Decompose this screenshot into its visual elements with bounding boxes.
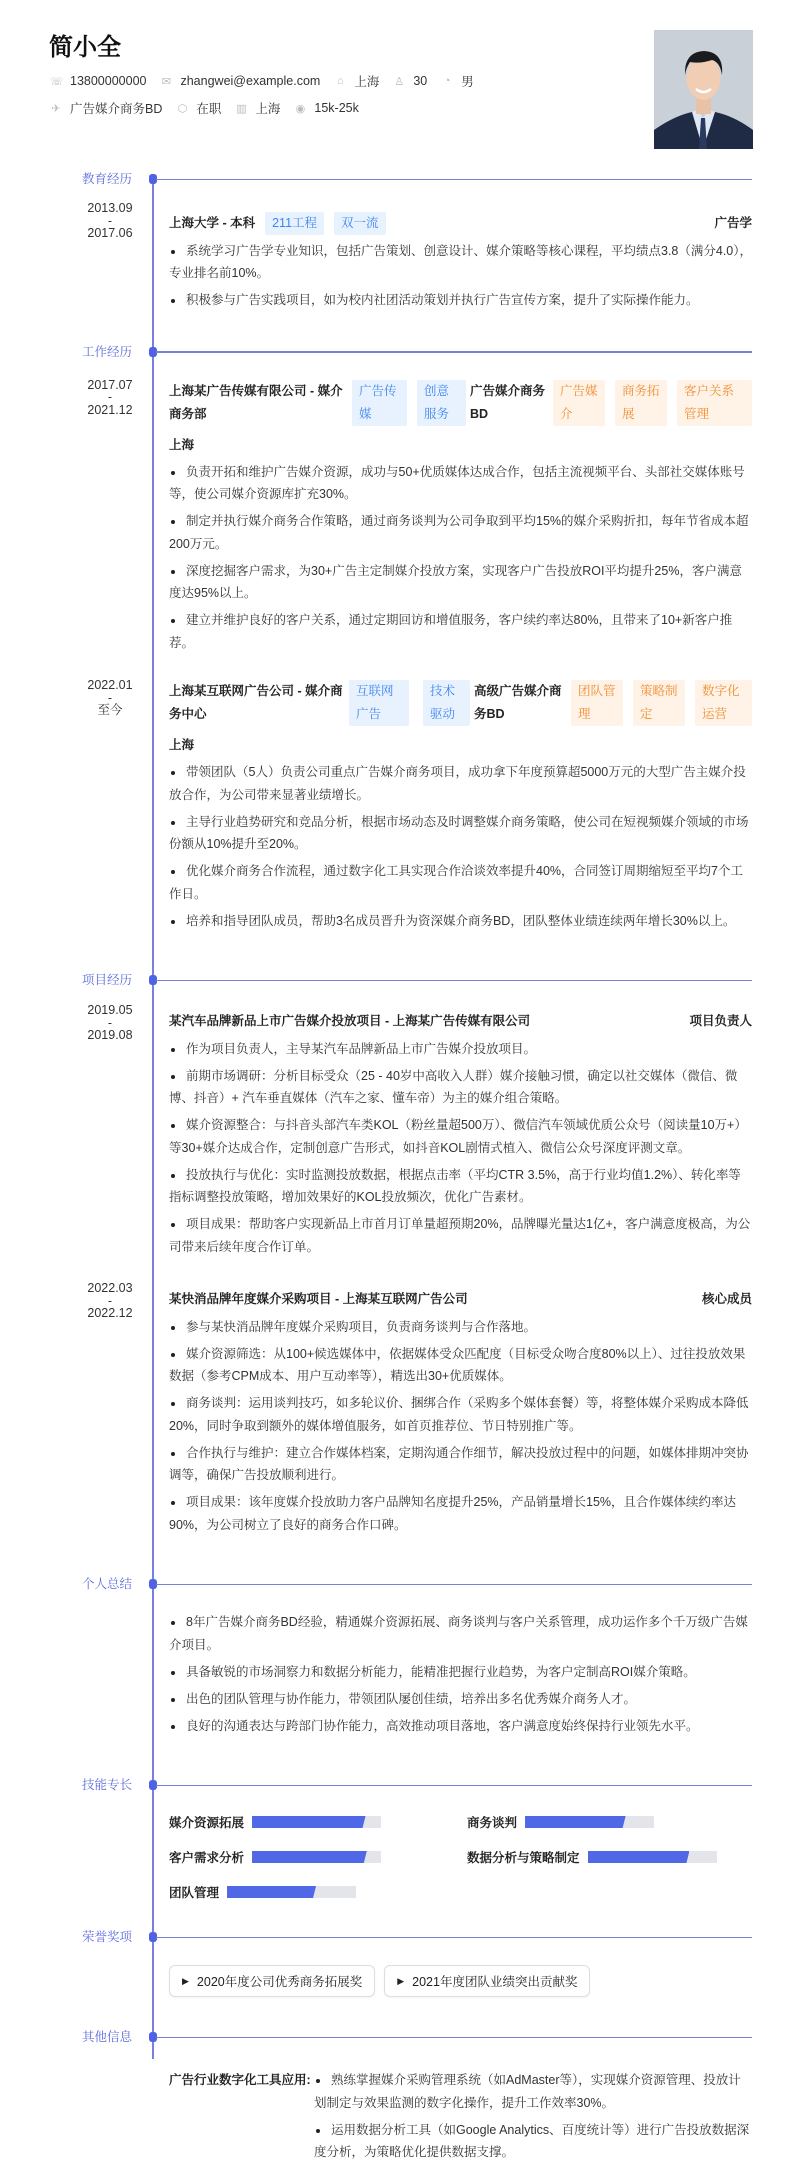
bullet-item: 系统学习广告学专业知识，包括广告策划、创意设计、媒介策略等核心课程，平均绩点3.8（满分4.0），专业排名前10%。: [169, 240, 752, 285]
bullet-item: 参与某快消品牌年度媒介采购项目，负责商务谈判与合作落地。: [169, 1316, 752, 1339]
bullet-item: 前期市场调研：分析目标受众（25 - 40岁中高收入人群）媒介接触习惯，确定以社交媒体（微信、微博、抖音）+ 汽车垂直媒体（汽车之家、懂车帝）为主的媒介组合策略。: [169, 1065, 752, 1110]
contact-item: ◔ 男: [441, 72, 474, 90]
skill-bar: [588, 1851, 717, 1863]
send-icon: ✈: [51, 102, 61, 115]
skill-bar-fill: [227, 1886, 316, 1898]
section-title: 技能专长: [82, 1778, 133, 1792]
section-work: [82, 342, 752, 362]
bullet-item: 主导行业趋势研究和竞品分析，根据市场动态及时调整媒介商务策略，使公司在短视频媒介领域的市场份额从10%提升至20%。: [169, 811, 752, 856]
timeline-line: [152, 179, 154, 2059]
other-info: [169, 2069, 752, 2168]
divider: [156, 1937, 752, 1939]
project-role: 核心成员: [701, 1292, 752, 1306]
bullet-item: 作为项目负责人，主导某汽车品牌新品上市广告媒介投放项目。: [169, 1038, 752, 1061]
skill-bar: [252, 1851, 381, 1863]
skill-item: 商务谈判: [467, 1813, 752, 1831]
tag: 客户关系管理: [677, 380, 752, 426]
bullet-item: 深度挖掘客户需求，为30+广告主定制媒介投放方案，实现客户广告投放ROI平均提升25%，客户满意度达95%以上。: [169, 560, 752, 605]
skill-bar-fill: [252, 1851, 367, 1863]
tag: 互联网广告: [349, 680, 409, 726]
major: 广告学: [714, 216, 752, 230]
section-title: 项目经历: [82, 973, 133, 987]
bullet-item: 负责开拓和维护广告媒介资源，成功与50+优质媒体达成合作，包括主流视频平台、头部社交媒体账号等，使公司媒介资源库扩充30%。: [169, 461, 752, 506]
bullet-item: 投放执行与优化：实时监测投放数据，根据点击率（平均CTR 3.5%，高于行业均值1.2%）、转化率等指标调整投放策略，增加效果好的KOL投放频次，优化广告素材。: [169, 1164, 752, 1209]
section-title: 工作经历: [82, 344, 133, 359]
bullet-item: 熟练掌握媒介采购管理系统（如AdMaster等），实现媒介资源管理、投放计划制定与效果监测的数字化操作，提升工作效率30%。: [314, 2069, 752, 2114]
divider: [156, 2037, 752, 2039]
tag: 团队管理: [571, 680, 623, 726]
project-entry: [87, 1003, 752, 1258]
work-entry: [87, 678, 752, 932]
divider: [156, 980, 752, 982]
date-range: 2017.07 - 2021.12: [87, 377, 133, 417]
divider: [156, 351, 752, 353]
project-entry: [87, 1281, 752, 1536]
bullet-item: 出色的团队管理与协作能力，带领团队屡创佳绩，培养出多名优秀媒介商务人才。: [169, 1688, 752, 1711]
section-projects: [82, 970, 752, 990]
triangle-right-icon: ▶: [182, 1975, 189, 1986]
bullet-item: 优化媒介商务合作流程，通过数字化工具实现合作洽谈效率提升40%，合同签订周期缩短至平均7个工作日。: [169, 860, 752, 905]
divider: [156, 179, 752, 181]
tag: 创意服务: [417, 380, 466, 426]
company-name: 上海某广告传媒有限公司 - 媒介商务部: [169, 383, 343, 421]
tag: 广告传媒: [352, 380, 407, 426]
work-city: 上海: [169, 437, 195, 452]
tag: 双一流: [334, 212, 386, 235]
skill-bar: [227, 1886, 356, 1898]
contact-item: ⌂ 上海: [334, 72, 379, 90]
contact-item: ◉ 15k-25k: [295, 101, 359, 115]
date-range: 2022.03 - 2022.12: [87, 1281, 133, 1320]
bullet-item: 合作执行与维护：建立合作媒体档案，定期沟通合作细节，解决投放过程中的问题，如媒体排期冲突协调等，确保广告投放顺利进行。: [169, 1442, 752, 1487]
info-label: 广告行业数字化工具应用:: [169, 2073, 311, 2087]
award-badge[interactable]: ▶ 2020年度公司优秀商务拓展奖: [169, 1965, 375, 1997]
award-badge[interactable]: ▶ 2021年度团队业绩突出贡献奖: [384, 1965, 590, 1997]
section-title: 个人总结: [82, 1577, 133, 1591]
section-other: [82, 2027, 752, 2047]
bullet-item: 制定并执行媒介商务合作策略，通过商务谈判为公司争取到平均15%的媒介采购折扣，每年节省成本超200万元。: [169, 510, 752, 555]
tag: 211工程: [265, 212, 324, 235]
bullet-item: 商务谈判：运用谈判技巧，如多轮议价、捆绑合作（采购多个媒体套餐）等，将整体媒介采购成本降低20%，同时争取到额外的媒体增值服务，如首页推荐位、节日特别推广等。: [169, 1392, 752, 1437]
gender-icon: ◔: [443, 75, 451, 87]
company-name: 上海某互联网广告公司 - 媒介商务中心: [169, 684, 343, 721]
tag: 商务拓展: [615, 380, 667, 426]
section-summary: [82, 1574, 752, 1594]
section-awards: [82, 1927, 752, 1947]
home-icon: ⌂: [337, 75, 344, 87]
section-title: 荣誉奖项: [82, 1930, 133, 1944]
date-range: 2022.01 - 至今: [87, 678, 133, 717]
skill-item: 团队管理: [169, 1883, 467, 1901]
job-title: 广告媒介商务BD: [470, 383, 546, 421]
phone-icon: ☏: [50, 75, 64, 88]
mail-icon: ✉: [161, 75, 172, 88]
divider: [156, 1785, 752, 1787]
age-icon: ♙: [394, 75, 405, 88]
skill-bar-fill: [252, 1816, 366, 1828]
skill-bar: [252, 1816, 381, 1828]
project-title: 某快消品牌年度媒介采购项目 - 上海某互联网广告公司: [169, 1292, 468, 1306]
job-title: 高级广告媒介商务BD: [474, 684, 562, 721]
skill-item: 客户需求分析: [169, 1848, 467, 1866]
divider: [156, 1584, 752, 1586]
contact-item: ✉ zhangwei@example.com: [161, 74, 321, 88]
skill-item: 媒介资源拓展: [169, 1813, 467, 1831]
bullet-item: 运用数据分析工具（如Google Analytics、百度统计等）进行广告投放数据深度分析，为策略优化提供数据支撑。: [314, 2119, 752, 2164]
education-entry: [87, 201, 753, 312]
date-range: 2013.09 - 2017.06: [87, 201, 133, 240]
contact-item: ✈ 广告媒介商务BD: [51, 102, 163, 116]
bullet-item: 积极参与广告实践项目，如为校内社团活动策划并执行广告宣传方案，提升了实际操作能力。: [169, 289, 752, 312]
bullet-item: 良好的沟通表达与跨部门协作能力，高效推动项目落地，客户满意度始终保持行业领先水平。: [169, 1715, 752, 1738]
bullet-item: 8年广告媒介商务BD经验，精通媒介资源拓展、商务谈判与客户关系管理，成功运作多个千万级广告媒介项目。: [169, 1611, 752, 1656]
section-title: 其他信息: [82, 2030, 133, 2044]
salary-icon: ◉: [295, 102, 306, 115]
bullet-item: 培养和指导团队成员，帮助3名成员晋升为资深媒介商务BD，团队整体业绩连续两年增长30%以上。: [169, 910, 752, 933]
contact-item: ♙ 30: [394, 74, 428, 88]
section-skills: [82, 1775, 752, 1795]
tag: 策略制定: [633, 680, 685, 726]
bullet-item: 媒介资源筛选：从100+候选媒体中，依据媒体受众匹配度（目标受众吻合度80%以上）、过往投放效果数据（参考CPM成本、用户互动率等），精选出30+优质媒体。: [169, 1343, 752, 1388]
contact-item: ▥ 上海: [236, 102, 281, 116]
bullet-item: 项目成果：帮助客户实现新品上市首月订单量超预期20%，品牌曝光量达1亿+，客户满意度极高，为公司带来后续年度合作订单。: [169, 1213, 752, 1258]
project-title: 某汽车品牌新品上市广告媒介投放项目 - 上海某广告传媒有限公司: [169, 1014, 531, 1028]
tag: 技术驱动: [423, 680, 470, 726]
bullet-item: 具备敏锐的市场洞察力和数据分析能力，能精准把握行业趋势，为客户定制高ROI媒介策略。: [169, 1661, 752, 1684]
tag: 数字化运营: [695, 680, 752, 726]
skill-item: 数据分析与策略制定: [467, 1848, 752, 1866]
candidate-name: 简小全: [49, 34, 121, 61]
bullet-item: 项目成果：该年度媒介投放助力客户品牌知名度提升25%，产品销量增长15%，且合作媒体续约率达90%，为公司树立了良好的商务合作口碑。: [169, 1491, 752, 1536]
skill-bar-fill: [525, 1816, 626, 1828]
building-icon: ▥: [236, 102, 247, 115]
work-city: 上海: [169, 738, 195, 752]
section-title: 教育经历: [82, 172, 133, 186]
contact-item: ☏ 13800000000: [50, 74, 147, 88]
work-entry: [87, 377, 752, 655]
project-role: 项目负责人: [689, 1014, 752, 1028]
section-education: [82, 169, 752, 189]
triangle-right-icon: ▶: [397, 1975, 405, 1986]
tag: 广告媒介: [553, 380, 605, 426]
date-range: 2019.05 - 2019.08: [87, 1003, 133, 1042]
contact-item: ⬡ 在职: [177, 102, 222, 116]
skill-bar: [525, 1816, 654, 1828]
bullet-item: 带领团队（5人）负责公司重点广告媒介商务项目，成功拿下年度预算超5000万元的大型广告主媒介投放合作，为公司带来显著业绩增长。: [169, 761, 752, 806]
school-name: 上海大学 - 本科: [169, 216, 256, 230]
bullet-item: 建立并维护良好的客户关系，通过定期回访和增值服务，客户续约率达80%，且带来了10+新客户推荐。: [169, 609, 752, 654]
skill-bar-fill: [588, 1851, 690, 1863]
status-icon: ⬡: [177, 102, 188, 115]
bullet-item: 媒介资源整合：与抖音头部汽车类KOL（粉丝量超500万）、微信汽车领域优质公众号（阅读量10万+）等30+媒介达成合作，定制创意广告形式，如抖音KOL剧情式植入、微信公众号深度评测文章。: [169, 1114, 752, 1159]
